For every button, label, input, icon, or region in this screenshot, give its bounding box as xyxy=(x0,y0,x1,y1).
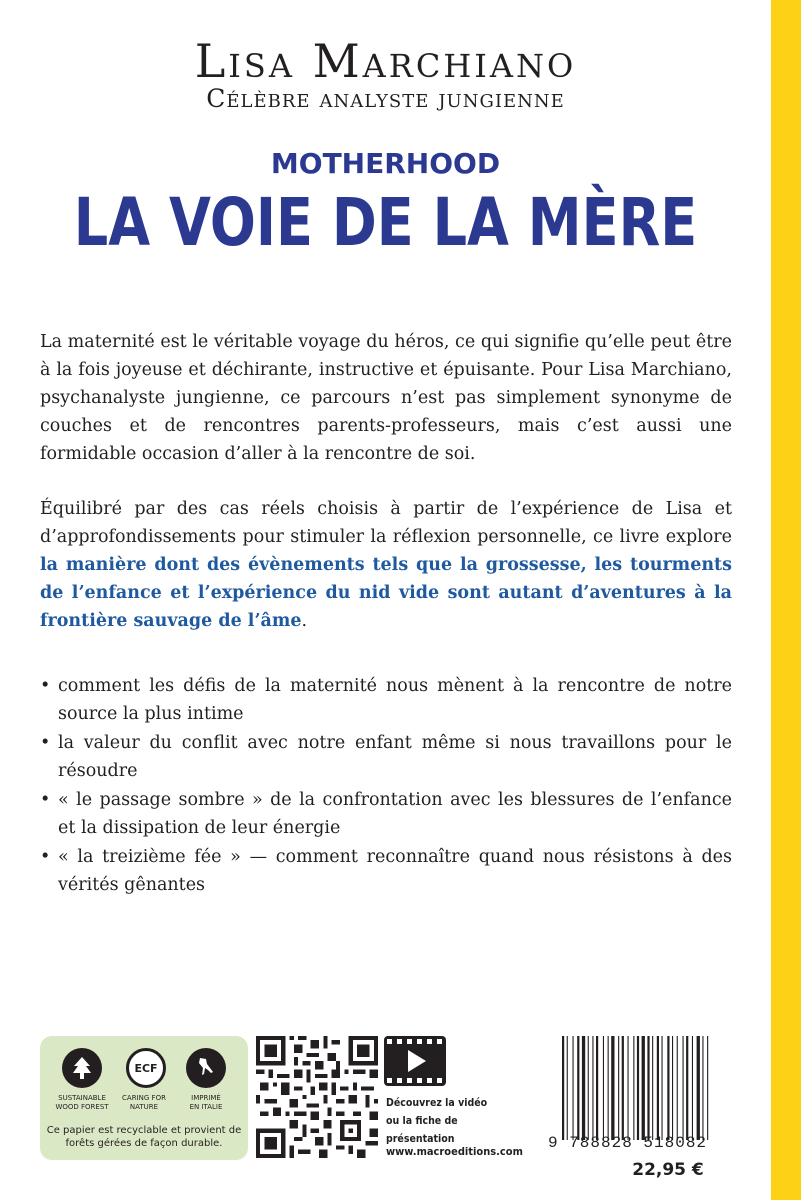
ecf-icon: ECF xyxy=(126,1048,166,1088)
barcode-bar xyxy=(683,1036,684,1140)
barcode-bar xyxy=(672,1036,673,1140)
video-play-icon[interactable] xyxy=(384,1036,446,1086)
film-holes-top xyxy=(387,1039,443,1044)
barcode-bar xyxy=(652,1036,653,1140)
play-triangle xyxy=(408,1050,426,1072)
eco-label-3: IMPRIMÉ EN ITALIE xyxy=(189,1094,223,1111)
barcode-bar xyxy=(573,1036,574,1140)
blurb-paragraph-2 xyxy=(40,495,732,635)
list-item: • « le passage sombre » de la confrontation avec les blessures de l’enfance et la dissipation de leur énergie xyxy=(40,786,732,842)
author-name: Lisa Marchiano xyxy=(194,34,577,88)
barcode-bar xyxy=(633,1036,634,1140)
barcode-bar xyxy=(707,1036,708,1140)
eco-badge-box xyxy=(40,1036,248,1160)
barcode-bar xyxy=(562,1036,564,1140)
barcode-bar xyxy=(603,1036,604,1140)
barcode-bar xyxy=(647,1036,649,1140)
website-link[interactable]: www.macroeditions.com xyxy=(386,1145,523,1158)
price: 22,95 € xyxy=(632,1160,704,1180)
barcode-bar xyxy=(622,1036,624,1140)
barcode-bar xyxy=(642,1036,645,1140)
bullet-marker: • xyxy=(40,847,51,867)
book-title: LA VOIE DE LA MÈRE xyxy=(73,184,698,261)
barcode-bar xyxy=(596,1036,598,1140)
barcode-bar xyxy=(702,1036,703,1140)
blurb-paragraph-1: La maternité est le véritable voyage du héros, ce qui signifie qu’elle peut être à la fois joyeuse et déchirante, instructive et épuisante. Pour Lisa Marchiano, psychanalyste jungienne, ce parcours n’est pas simplement synonyme de couches et de rencontres parents-professeurs, mais c’est aussi une formidable occasion d’aller à la rencontre de soi. xyxy=(40,332,732,464)
paragraph-2-end: . xyxy=(301,611,308,631)
book-subtitle: MOTHERHOOD xyxy=(270,147,501,180)
isbn-digits: 9 788828 518082 xyxy=(548,1134,708,1152)
barcode-bar xyxy=(608,1036,609,1140)
barcode-bar xyxy=(628,1036,629,1140)
barcode-bar xyxy=(667,1036,669,1140)
bullet-marker: • xyxy=(40,790,51,810)
eco-note: Ce papier est recyclable et provient de forêts gérées de façon durable. xyxy=(46,1125,242,1149)
barcode-bar xyxy=(692,1036,693,1140)
paragraph-2-intro: Équilibré par des cas réels choisis à partir de l’expérience de Lisa et d’approfondissements pour stimuler la réflexion personnelle, ce livre explore xyxy=(40,499,732,547)
bullet-list xyxy=(40,672,732,900)
author-description: Célèbre analyste jungienne xyxy=(206,84,565,113)
qr-code[interactable] xyxy=(256,1036,378,1158)
eco-label-1: SUSTAINABLE WOOD FOREST xyxy=(55,1094,109,1111)
video-caption: Découvrez la vidéo ou la fiche de présentation xyxy=(386,1096,488,1145)
barcode-bar xyxy=(677,1036,678,1140)
paragraph-2-highlight: la manière dont des évènements tels que la grossesse, les tourments de l’enfance et l’expérience du nid vide sont autant d’aventures à la frontière sauvage de l’âme xyxy=(40,555,732,631)
list-item: • comment les défis de la maternité nous mènent à la rencontre de notre source la plus intime xyxy=(40,672,732,728)
eco-label-2: CARING FOR NATURE xyxy=(122,1094,166,1111)
barcode xyxy=(560,1036,740,1140)
barcode-bar xyxy=(657,1036,659,1140)
barcode-bar xyxy=(637,1036,639,1140)
tree-icon xyxy=(62,1048,102,1088)
film-holes-bottom xyxy=(387,1078,443,1083)
barcode-bar xyxy=(611,1036,614,1140)
barcode-bar xyxy=(577,1036,579,1140)
barcode-bar xyxy=(567,1036,568,1140)
barcode-bar xyxy=(588,1036,589,1140)
barcode-bar xyxy=(686,1036,688,1140)
bullet-marker: • xyxy=(40,733,51,753)
list-item: • la valeur du conflit avec notre enfant même si nous travaillons pour le résoudre xyxy=(40,729,732,785)
barcode-bar xyxy=(662,1036,663,1140)
italy-icon xyxy=(186,1048,226,1088)
barcode-bar xyxy=(697,1036,700,1140)
yellow-edge-strip xyxy=(771,0,801,1200)
barcode-bar xyxy=(592,1036,593,1140)
bullet-marker: • xyxy=(40,676,51,696)
barcode-bar xyxy=(618,1036,619,1140)
list-item: • « la treizième fée » — comment reconnaître quand nous résistons à des vérités gênantes xyxy=(40,843,732,899)
barcode-bar xyxy=(582,1036,585,1140)
